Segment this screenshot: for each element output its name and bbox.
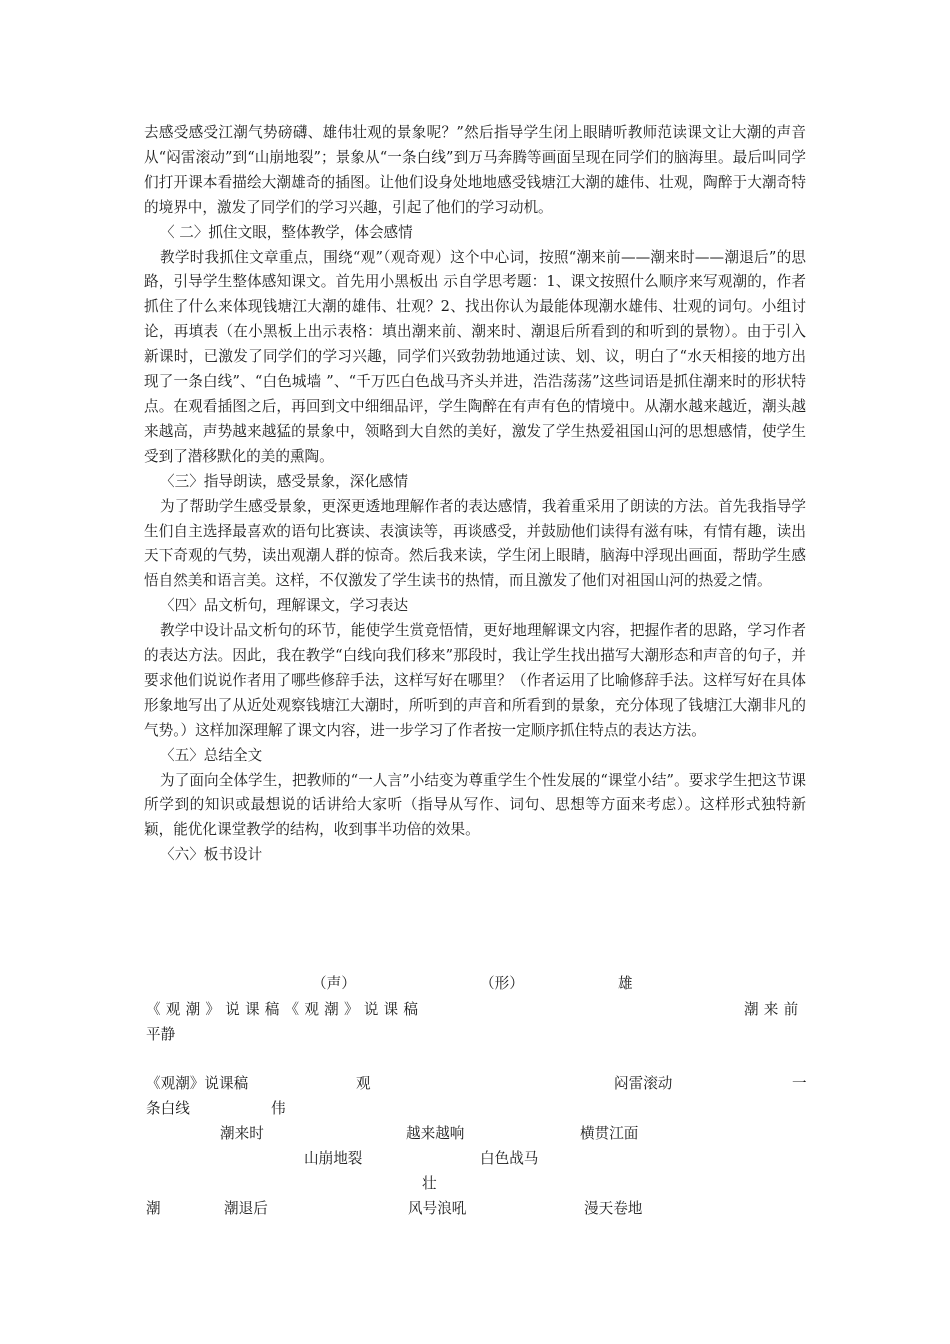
board-yi: 一 <box>792 1075 807 1092</box>
board-landslide: 山崩地裂 <box>304 1150 363 1167</box>
paragraph-section-2: 教学时我抓住文章重点，围绕“观”（观奇观）这个中心词，按照“潮来前——潮来时——潮退后”的思路，引导学生整体感知课文。首先用小黑板出 示自学思考题：1、课文按照什么顺序来写观潮的，作者抓住了什么来体现钱塘江大潮的雄伟、壮观？2、找出你认为最能体现潮水雄伟、壮观的词句。小组讨论，再填表（在小黑板上出示表格：填出潮来前、潮来时、潮退后所看到的和听到的景物）。由于引入新课时，已激发了同学们的学习兴趣，同学们兴致勃勃地通过读、划、议，明白了“水天相接的地方出现了一条白线”、“白色城墙 ”、“千万匹白色战马齐头并进，浩浩荡荡”这些词语是抓住潮来时的形状特点。在观看插图之后，再回到文中细细品评，学生陶醉在有声有色的情境中。从潮水越来越近，潮头越来越高，声势越来越猛的景象中，领略到大自然的美好，激发了学生热爱祖国山河的思想感情，使学生受到了潜移默化的美的熏陶。 <box>144 248 806 465</box>
section-heading-4: 〈四〉品文析句，理解课文，学习表达 <box>160 597 409 615</box>
board-sound-label: （声） <box>312 975 356 992</box>
paragraph-section-4: 教学中设计品文析句的环节，能使学生赏竟悟情，更好地理解课文内容，把握作者的思路，学习作者的表达方法。因此，我在教学“白线向我们移来”那段时，我让学生找出描写大潮形态和声音的句子，并要求他们说说作者用了哪些修辞手法，这样写好在哪里？（作者运用了比喻修辞手法。这样写好在具体形象地写出了从近处观察钱塘江大潮时，所听到的声音和所看到的景象，充分体现了钱塘江大潮非凡的气势。）这样加深理解了课文内容，进一步学习了作者按一定顺序抓住特点的表达方法。 <box>144 622 806 739</box>
board-louder: 越来越响 <box>406 1125 465 1142</box>
board-zhuang: 壮 <box>422 1175 437 1192</box>
board-before-tide: 潮来前 <box>744 1001 804 1018</box>
paragraph-section-3: 为了帮助学生感受景象，更深更透地理解作者的表达感情，我着重采用了朗读的方法。首先我指导学生们自主选择最喜欢的语句比赛读、表演读等，再谈感受，并鼓励他们读得有滋有味，有情有趣，读出天下奇观的气势，读出观潮人群的惊奇。然后我来读，学生闭上眼睛，脑海中浮现出画面，帮助学生感悟自然美和语言美。这样，不仅激发了学生读书的热情，而且激发了他们对祖国山河的热爱之情。 <box>144 497 806 590</box>
board-title-pair: 《观潮》说课稿《观潮》说课稿 <box>146 1001 424 1018</box>
board-watch: 观 <box>356 1075 371 1092</box>
board-white-horses: 白色战马 <box>480 1150 539 1167</box>
paragraph-section-5: 为了面向全体学生，把教师的“一人言”小结变为尊重学生个性发展的“课堂小结”。要求学生把这节课所学到的知识或最想说的话讲给大家听（指导从写作、词句、思想等方面来考虑）。这样形式独特新颖，能优化课堂教学的结构，收到事半功倍的效果。 <box>144 771 806 839</box>
section-heading-6: 〈六〉板书设计 <box>160 846 263 864</box>
board-wei: 伟 <box>271 1100 286 1117</box>
board-xiong: 雄 <box>618 975 633 992</box>
board-during-tide: 潮来时 <box>220 1125 264 1142</box>
board-after-tide: 潮退后 <box>224 1200 268 1217</box>
board-wind-waves: 风号浪吼 <box>408 1200 467 1217</box>
board-title-single: 《观潮》说课稿 <box>146 1075 249 1092</box>
board-across-river: 横贯江面 <box>580 1125 639 1142</box>
paragraph-intro: 去感受感受江潮气势磅礴、雄伟壮观的景象呢？”然后指导学生闭上眼睛听教师范读课文让大潮的声音从“闷雷滚动”到“山崩地裂”；景象从“一条白线”到万马奔腾等画面呈现在同学们的脑海里。最后叫同学们打开课本看描绘大潮雄奇的插图。让他们设身处地地感受钱塘江大潮的雄伟、壮观，陶醉于大潮奇特的境界中，激发了同学们的学习兴趣，引起了他们的学习动机。 <box>144 124 806 216</box>
board-calm: 平静 <box>146 1026 176 1043</box>
section-heading-3: 〈三〉指导朗读，感受景象，深化感情 <box>160 472 409 490</box>
board-shape-label: （形） <box>480 975 524 992</box>
board-white-line: 条白线 <box>146 1100 190 1117</box>
section-heading-5: 〈五〉总结全文 <box>160 746 263 764</box>
board-sky-rolling: 漫天卷地 <box>584 1200 643 1217</box>
board-thunder: 闷雷滚动 <box>614 1075 673 1092</box>
section-heading-2: 〈 二〉抓住文眼，整体教学，体会感情 <box>160 223 413 241</box>
board-chao: 潮 <box>146 1200 161 1217</box>
